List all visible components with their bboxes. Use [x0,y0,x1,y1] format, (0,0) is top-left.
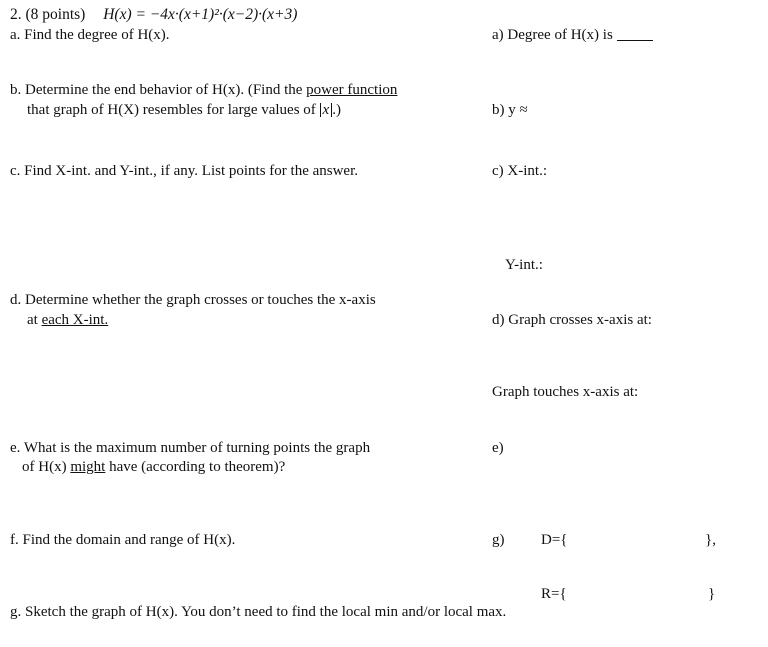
question-e-line2 [22,458,285,476]
question-b-text3: .) [332,102,341,118]
answer-a-label: a) Degree of H(x) is [492,27,613,43]
answer-f-label: g) [492,532,505,548]
function-rhs: −4x·(x+1)²·(x−2)·(x+3) [149,6,298,23]
answer-c-xint: c) X-int.: [492,163,547,179]
question-g: g. Sketch the graph of H(x). You don’t need to find the local min and/or local max. [10,604,507,620]
answer-a [492,26,653,44]
range-close: } [708,586,716,602]
abs-x: x [320,103,333,117]
answer-a-blank[interactable] [617,40,653,41]
question-b-line1 [10,81,397,99]
each-x-int: each X-int. [41,312,109,328]
question-e-text2: have (according to theorem)? [105,459,286,475]
domain-close: }, [705,532,716,548]
might-word: might [70,459,106,475]
answer-b-label: b) y ≈ [492,102,528,118]
question-d-text: at [27,312,42,328]
answer-d-crosses: d) Graph crosses x-axis at: [492,312,652,328]
problem-header [10,6,297,24]
question-e-line1: e. What is the maximum number of turning points the graph [10,440,371,456]
question-b-text: b. Determine the end behavior of H(x). (Find the [10,82,307,98]
question-d-line2 [27,311,108,329]
problem-number: 2. (8 points) [10,6,86,23]
question-c: c. Find X-int. and Y-int., if any. List points for the answer. [10,163,359,179]
question-a: a. Find the degree of H(x). [10,27,170,43]
answer-e-label: e) [492,440,504,456]
question-e-text: of H(x) [22,459,71,475]
question-b-text2: that graph of H(X) resembles for large values of [27,102,320,118]
power-function-link: power function [306,82,398,98]
answer-d-touches: Graph touches x-axis at: [492,384,639,400]
domain-open: D={ [541,532,568,548]
question-f: f. Find the domain and range of H(x). [10,532,236,548]
function-lhs: H(x) = [103,6,150,23]
range-open: R={ [541,586,567,602]
question-b-line2 [27,101,341,119]
question-d-line1: d. Determine whether the graph crosses or touches the x-axis [10,292,376,308]
answer-c-yint: Y-int.: [505,257,543,273]
